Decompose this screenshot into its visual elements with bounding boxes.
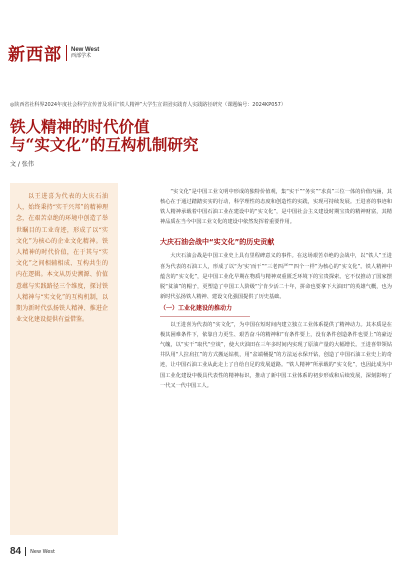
section-heading: 大庆石油会战中“实文化”的历史贡献 bbox=[160, 238, 275, 247]
logo-en-line2: 西部学术 bbox=[71, 52, 92, 59]
journal-logo-english bbox=[71, 47, 99, 59]
section-paragraph: 大庆石油会战是中国工业史上具有里程碑意义的事件。在这场艰苦卓绝的会战中，以“铁人”王进喜为代表的石油工人，形成了以“为‘实’而干”“三老四严”“四个一样”为核心的“实文化”。铁人精神中蕴含的“实文化”，是中国工业化早期在物质与精神双重匮乏环境下的宝贵探索。它不仅推动了国家摆脱“贫油”的帽子，更塑造了中国工人阶级“宁肯少活二十年，拼命也要拿下大油田”的英雄气概，也为新时代弘扬铁人精神、建设文化强国提供了历史基础。 bbox=[160, 253, 392, 300]
page-number: 84 bbox=[10, 546, 22, 557]
journal-header bbox=[8, 40, 99, 65]
title-line-1: 铁人精神的时代价值 bbox=[10, 117, 150, 136]
subsection-paragraph: 以王进喜为代表的“实文化”，为中国在短时间内建立独立工业体系提供了精神动力。其本质是在极其困难条件下，依靠自力更生、艰苦奋斗的精神和“有条件要上，没有条件创造条件也要上”的豪迈气魄，以“实干”取代“空谈”，使大庆油田在三年多时间内实现了原油产量的大幅增长。王进喜带领钻井队用“人拉肩扛”的方式搬运钻机，用“盆端桶提”的方法运水保开钻，创造了中国石油工业史上的奇迹，让中国石油工业从此走上了自给自足的发展道路。“铁人精神”所承载的“实文化”，也因此成为中国工业化建设中极具代表性的精神标识，推动了新中国工业体系的初步形成和后续发展，深刻影响了一代又一代中国工人。 bbox=[160, 322, 392, 389]
footer-brand: New West bbox=[30, 548, 55, 555]
article-title bbox=[10, 118, 198, 154]
abstract-text: 以王进喜为代表的大庆石油人，始终秉持“实干兴邦”的精神理念，在艰苦卓绝的环境中创造了举世瞩目的工业奇迹，形成了以“实文化”为核心的企业文化精神。铁人精神的时代价值，在于其与“实文化”之间相辅相成、互构共生的内在逻辑。本文从历史溯源、价值意蕴与实践路径三个维度，探讨铁人精神与“实文化”的互构机制，以期为新时代弘扬铁人精神、推进企业文化建设提供有益借鉴。 bbox=[16, 193, 108, 324]
footer-divider bbox=[25, 547, 26, 556]
intro-paragraph: “实文化”是中国工业文明中形成的独特价值观，集“实干”“务实”“求真”三位一体的价值内涵，其核心在于通过踏踏实实的行动，科学理性的态度和创造性的实践，实现可持续发展。王进喜的事迹和铁人精神承载着中国石油工业在建设中的“实文化”，是中国社会主义建设时期宝贵的精神财富，其精神品质在当今中国工业文化的建设中依然发挥着重要作用。 bbox=[160, 189, 392, 226]
article-author: 文 / 张伟 bbox=[10, 161, 34, 168]
funding-note: ◎陕西省社科界2024年度社会科学宣传普及项目“铁人精神”大学生宣讲团实践育人实践路径研究（课题编号：2024KP057） bbox=[10, 102, 286, 108]
logo-divider bbox=[66, 45, 67, 61]
page-footer bbox=[10, 546, 55, 557]
abstract-box bbox=[10, 183, 118, 535]
journal-logo: 新西部 bbox=[8, 45, 62, 65]
subsection-heading: （一）工业化建设的推动力 bbox=[160, 304, 250, 317]
logo-en-line1: New West bbox=[71, 46, 100, 53]
title-line-2: 与“实文化”的互构机制研究 bbox=[10, 135, 199, 154]
article-body bbox=[160, 187, 392, 393]
